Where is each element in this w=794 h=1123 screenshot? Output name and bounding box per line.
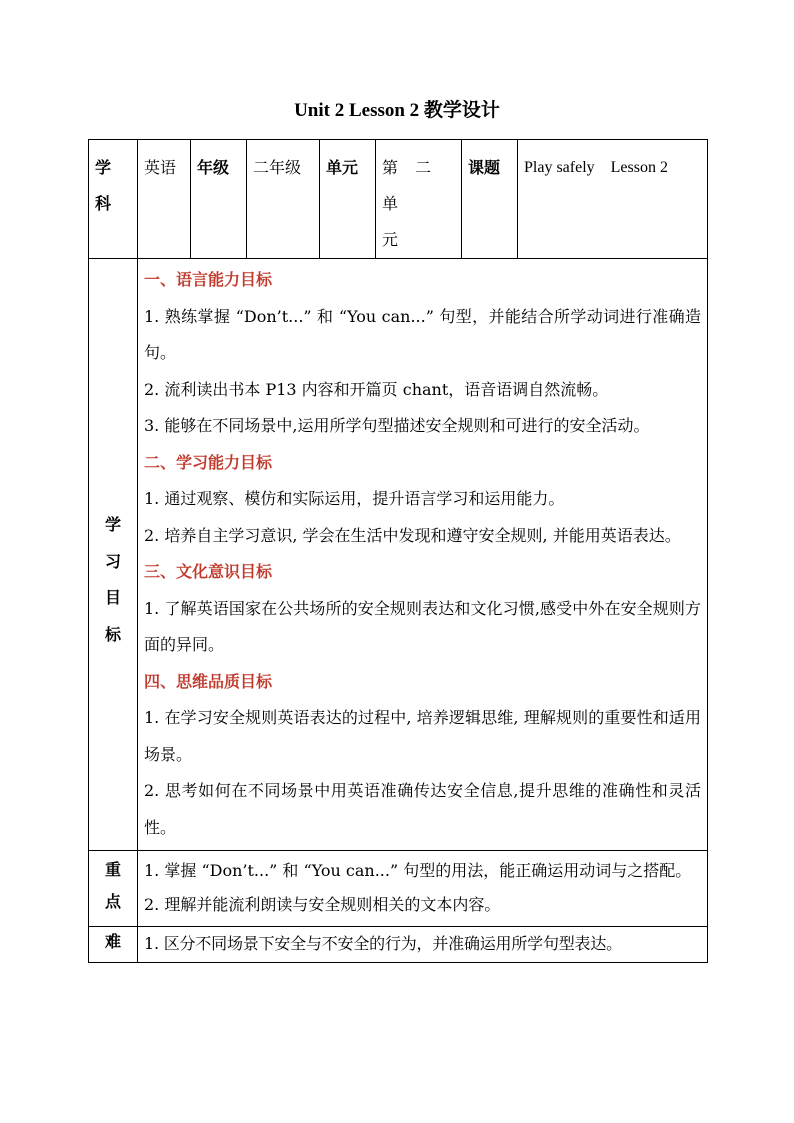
difficulties-content [138, 927, 708, 963]
learning-goals-label-char-1: 学 [104, 515, 121, 534]
goal-item: 1. 熟练掌握 “Don’t...” 和 “You can...” 句型，并能结合所学动词进行准确造句。 [144, 306, 701, 362]
goal-item: 1. 了解英语国家在公共场所的安全规则表达和文化习惯,感受中外在安全规则方面的异同。 [144, 598, 701, 654]
key-point-item: 1. 掌握 “Don’t...” 和 “You can...” 句型的用法，能正确运用动词与之搭配。 [144, 861, 692, 880]
topic-value: Play safely Lesson 2 [518, 140, 708, 259]
subject-label-char-1: 学 [95, 158, 112, 177]
unit-value-line-1: 第 二 单 [382, 158, 432, 213]
key-points-label-char-1: 重 [104, 860, 121, 879]
key-points-label [89, 851, 138, 927]
key-points-row [89, 851, 708, 927]
unit-value-cell [376, 140, 462, 259]
subject-label-char-2: 科 [95, 194, 112, 213]
goal-item: 2. 流利读出书本 P13 内容和开篇页 chant，语音语调自然流畅。 [144, 379, 609, 399]
learning-goals-label-char-2: 习 [104, 551, 121, 571]
difficulty-item: 1. 区分不同场景下安全与不安全的行为，并准确运用所学句型表达。 [144, 934, 622, 953]
key-points-label-char-2: 点 [104, 892, 121, 911]
document-title: Unit 2 Lesson 2 教学设计 [294, 100, 500, 121]
learning-goals-row [89, 259, 708, 851]
learning-goals-label [89, 259, 138, 851]
section-heading-thinking: 四、思维品质目标 [144, 671, 273, 691]
unit-value-line-2: 元 [382, 230, 399, 249]
unit-label: 单元 [320, 140, 376, 259]
lesson-plan-table [88, 139, 708, 963]
key-point-item: 2. 理解并能流利朗读与安全规则相关的文本内容。 [144, 895, 501, 914]
header-row [89, 140, 708, 259]
goal-item: 1. 通过观察、模仿和实际运用，提升语言学习和运用能力。 [144, 489, 565, 508]
learning-goals-content [138, 259, 708, 851]
section-heading-culture: 三、文化意识目标 [144, 562, 273, 581]
key-points-content [138, 851, 708, 927]
subject-label-cell [89, 140, 138, 259]
section-heading-language: 一、语言能力目标 [144, 270, 273, 289]
topic-label: 课题 [462, 140, 518, 259]
learning-goals-label-char-4: 标 [104, 624, 121, 644]
goal-item: 3. 能够在不同场景中,运用所学句型描述安全规则和可进行的安全活动。 [144, 416, 650, 435]
grade-value: 二年级 [247, 140, 320, 259]
goal-item: 2. 培养自主学习意识, 学会在生活中发现和遵守安全规则, 并能用英语表达。 [144, 525, 681, 545]
grade-label: 年级 [191, 140, 247, 259]
goal-item: 1. 在学习安全规则英语表达的过程中, 培养逻辑思维, 理解规则的重要性和适用场景。 [144, 708, 701, 764]
section-heading-learning: 二、学习能力目标 [144, 452, 273, 472]
difficulties-label: 难 [89, 927, 138, 963]
subject-value: 英语 [138, 140, 191, 259]
learning-goals-label-char-3: 目 [104, 588, 121, 607]
goal-item: 2. 思考如何在不同场景中用英语准确传达安全信息,提升思维的准确性和灵活性。 [144, 781, 701, 837]
difficulties-row [89, 927, 708, 963]
